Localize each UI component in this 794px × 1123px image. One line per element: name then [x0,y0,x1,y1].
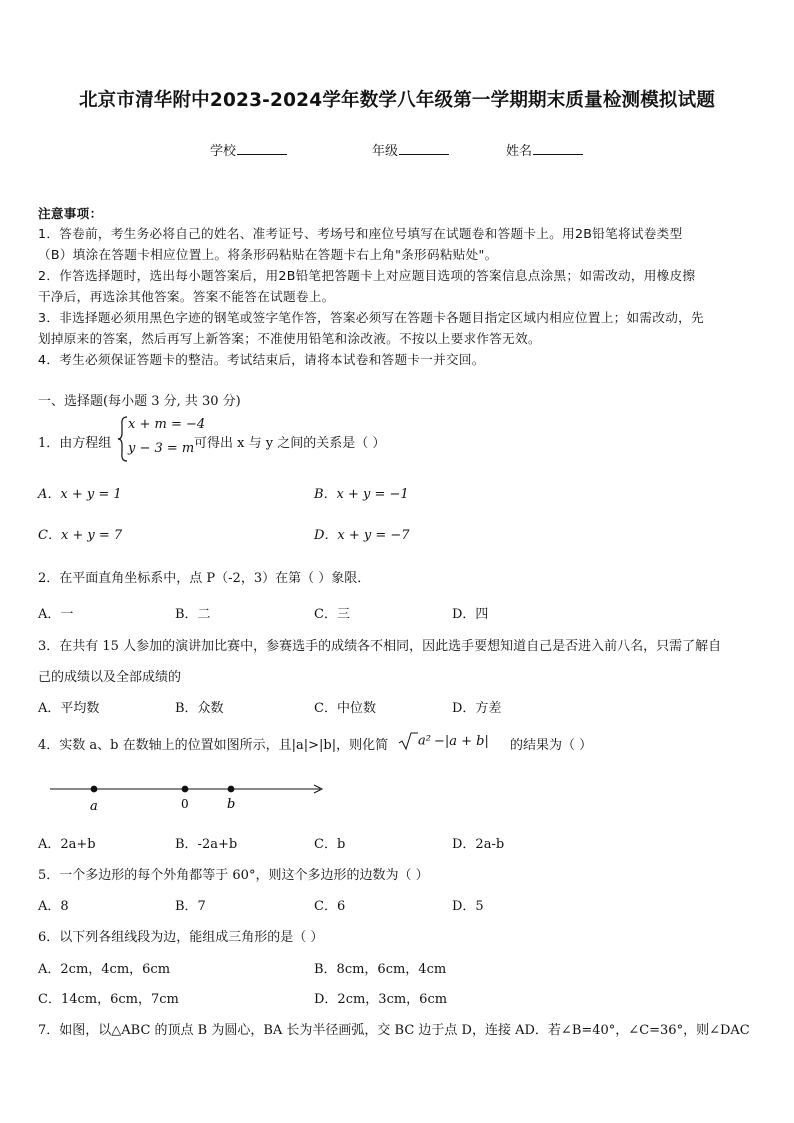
q2-stem: 2．在平面直角坐标系中，点 P（-2，3）在第（ ）象限． [38,571,371,586]
grade-field [372,140,449,159]
q4-option-b[interactable]: B．-2a+b [175,837,238,852]
q3-option-c[interactable]: C．中位数 [314,701,376,716]
q1-option-d[interactable]: D．x + y = −7 [314,528,410,543]
grade-blank [399,141,449,155]
q2-option-c[interactable]: C．三 [314,607,350,622]
q5-option-a[interactable]: A．8 [38,899,69,914]
radical-sign-icon [398,731,418,751]
name-blank [533,141,583,155]
label-zero: 0 [181,797,189,811]
notice-line: 干净后，再选涂其他答案。答案不能答在试题卷上。 [38,289,335,304]
label-b: b [227,797,236,812]
q1-option-b[interactable]: B．x + y = −1 [314,487,409,502]
notice-line: 1．答卷前，考生务必将自己的姓名、准考证号、考场号和座位号填写在试题卷和答题卡上。用2B铅笔将试卷类型 [38,226,683,241]
q4-stem-a: 4．实数 a、b 在数轴上的位置如图所示，且|a|>|b|，则化简 [38,738,389,753]
q3-stem-line2: 己的成绩以及全部成绩的 [38,670,182,685]
point-zero [182,786,189,793]
q2-option-a[interactable]: A．一 [38,607,74,622]
q4-radicand: a² [418,733,431,749]
notice-line: 3．非选择题必须用黑色字迹的钢笔或签字笔作答，答案必须写在答题卡各题目指定区域内相应位置上；如需改动，先 [38,310,704,325]
notice-line: 4．考生必须保证答题卡的整洁。考试结束后，请将本试卷和答题卡一并交回。 [38,352,485,367]
q1-suffix: 可得出 x 与 y 之间的关系是（ ） [194,436,386,451]
q1-prefix: 1．由方程组 [38,436,112,451]
q1-eq1: x + m = −4 [128,417,206,432]
q6-option-c[interactable]: C．14cm，6cm，7cm [38,992,179,1007]
q1-option-a[interactable]: A．x + y = 1 [38,487,122,502]
number-line-figure [46,779,346,815]
q5-stem: 5．一个多边形的每个外角都等于 60°，则这个多边形的边数为（ ） [38,868,429,883]
q7-stem: 7．如图，以△ABC 的顶点 B 为圆心，BA 长为半径画弧，交 BC 边于点 D，连接 AD．若∠B=40°，∠C=36°，则∠DAC [38,1023,750,1038]
q3-option-b[interactable]: B．众数 [175,701,224,716]
q4-option-c[interactable]: C．b [314,837,346,852]
point-a [91,786,98,793]
q4-expression [398,731,489,751]
q1-equation-system [116,415,206,463]
q5-option-d[interactable]: D．5 [452,899,484,914]
q4-option-d[interactable]: D．2a-b [452,837,505,852]
q3-option-d[interactable]: D．方差 [452,701,502,716]
q2-option-d[interactable]: D．四 [452,607,489,622]
q1-option-c[interactable]: C．x + y = 7 [38,528,123,543]
page-title: 北京市清华附中2023-2024学年数学八年级第一学期期末质量检测模拟试题 [78,90,716,111]
notice-line: （B）填涂在答题卡相应位置上。将条形码粘贴在答题卡右上角"条形码粘贴处"。 [38,247,498,262]
notice-line: 划掉原来的答案，然后再写上新答案；不准使用铅笔和涂改液。不按以上要求作答无效。 [38,331,541,346]
school-label: 学校 [210,144,237,159]
notice-heading: 注意事项： [38,206,103,221]
grade-label: 年级 [372,144,399,159]
q4-option-a[interactable]: A．2a+b [38,837,96,852]
q5-option-b[interactable]: B．7 [175,899,206,914]
label-a: a [90,799,98,814]
q2-option-b[interactable]: B．二 [175,607,211,622]
point-b [228,786,235,793]
q6-option-d[interactable]: D．2cm，3cm，6cm [314,992,448,1007]
q4-stem-b: 的结果为（ ） [510,738,593,753]
school-field [210,140,287,159]
q1-eq2: y − 3 = m [128,441,195,456]
name-field [506,140,583,159]
q6-option-b[interactable]: B．8cm，6cm，4cm [314,962,447,977]
notice-line: 2．作答选择题时，选出每小题答案后，用2B铅笔把答题卡上对应题目选项的答案信息点涂黑；如需改动，用橡皮擦 [38,268,696,283]
q4-abs: −|a + b| [433,733,489,749]
name-label: 姓名 [506,144,533,159]
section-heading: 一、选择题(每小题 3 分, 共 30 分) [38,394,241,409]
q6-option-a[interactable]: A．2cm，4cm，6cm [38,962,171,977]
q6-stem: 6．以下列各组线段为边，能组成三角形的是（ ） [38,930,324,945]
q5-option-c[interactable]: C．6 [314,899,346,914]
q3-option-a[interactable]: A．平均数 [38,701,100,716]
q3-stem-line1: 3．在共有 15 人参加的演讲加比赛中，参赛选手的成绩各不相同，因此选手要想知道自己是否进入前八名，只需了解自 [38,639,722,654]
school-blank [237,141,287,155]
